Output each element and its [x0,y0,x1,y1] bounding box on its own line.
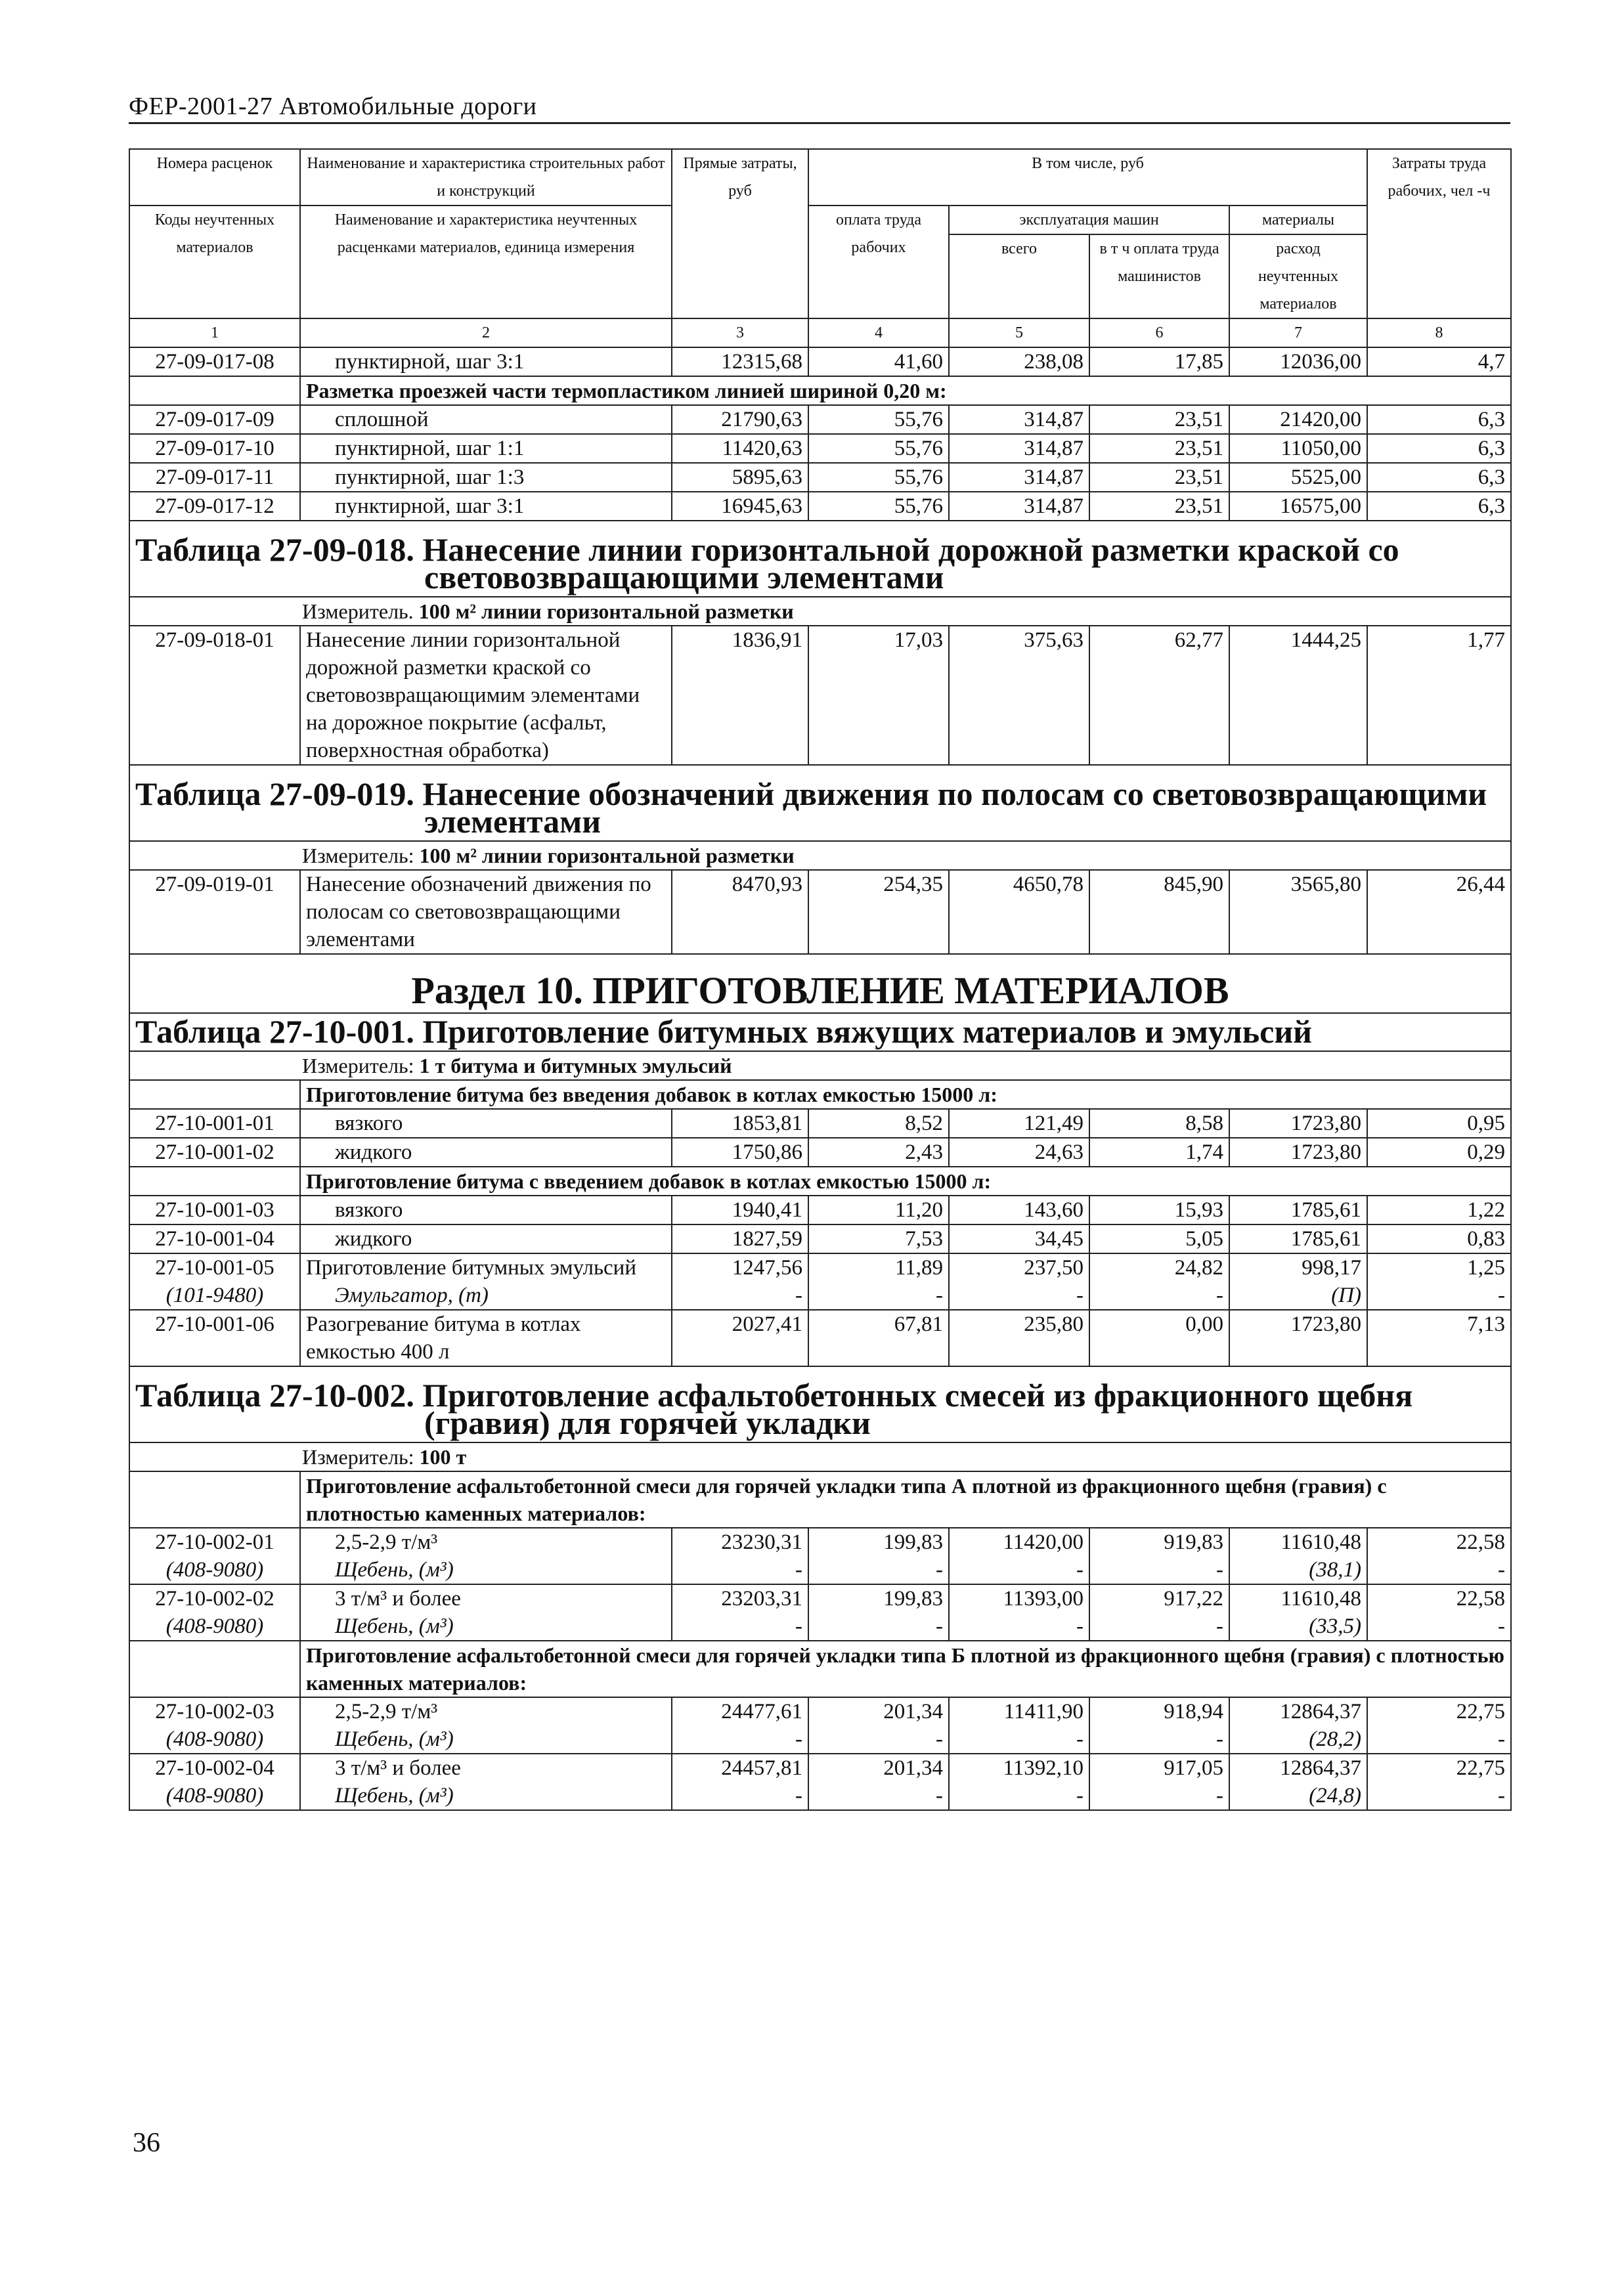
code-cell: 27-10-002-02 [129,1584,300,1613]
machinist-pay-cell: 24,82 [1089,1253,1229,1282]
materials-cell: 1723,80 [1229,1109,1367,1138]
column-number: 5 [949,318,1089,347]
workers-pay-cell: - [808,1613,949,1641]
table-row [129,463,1511,492]
name-cell: 2,5-2,9 т/м³ [300,1697,672,1725]
direct-cost-cell: - [672,1282,808,1310]
header-total: всего [949,234,1089,318]
subheading: Приготовление битума с введением добавок в котлах емкостью 15000 л: [300,1167,1511,1196]
materials-cell: 21420,00 [1229,405,1367,434]
labor-cell: 0,83 [1367,1224,1511,1253]
table-row [129,1310,1511,1366]
name-cell: 3 т/м³ и более [300,1584,672,1613]
materials-cell: 12036,00 [1229,347,1367,376]
machines-cell: 314,87 [949,492,1089,521]
labor-cell: 1,25 [1367,1253,1511,1282]
material-row [129,1613,1511,1641]
column-number: 2 [300,318,672,347]
code-cell: 27-10-001-04 [129,1224,300,1253]
workers-pay-cell: 2,43 [808,1138,949,1167]
code-cell: 27-10-001-01 [129,1109,300,1138]
measure-row [129,841,1511,870]
measure-row [129,1442,1511,1471]
header-direct-costs: Прямые затраты, руб [672,149,808,318]
name-cell: Щебень, (м³) [300,1782,672,1810]
table-row [129,1584,1511,1613]
materials-cell: 5525,00 [1229,463,1367,492]
direct-cost-cell: 21790,63 [672,405,808,434]
labor-cell: 22,75 [1367,1697,1511,1725]
machinist-pay-cell: 8,58 [1089,1109,1229,1138]
header-name-materials: Наименование и характеристика неучтенных расценками материалов, единица измерения [300,206,672,318]
workers-pay-cell: 7,53 [808,1224,949,1253]
labor-cell: 22,58 [1367,1584,1511,1613]
name-cell: Щебень, (м³) [300,1556,672,1584]
name-cell: Приготовление битумных эмульсий [300,1253,672,1282]
code-cell: 27-09-017-09 [129,405,300,434]
machines-cell: 11411,90 [949,1697,1089,1725]
table-row [129,1528,1511,1556]
code-cell: 27-10-001-02 [129,1138,300,1167]
machinist-pay-cell: 5,05 [1089,1224,1229,1253]
materials-cell: 1444,25 [1229,626,1367,765]
measure-label: Измеритель: [302,1054,414,1077]
subheading-row [129,1080,1511,1109]
workers-pay-cell: - [808,1556,949,1584]
code-cell: (408-9080) [129,1556,300,1584]
workers-pay-cell: 41,60 [808,347,949,376]
table-row [129,492,1511,521]
table-title-row [129,1013,1511,1051]
header-machines: эксплуатация машин [949,206,1229,234]
column-number: 1 [129,318,300,347]
labor-cell: 6,3 [1367,463,1511,492]
labor-cell: 6,3 [1367,434,1511,463]
workers-pay-cell: - [808,1282,949,1310]
workers-pay-cell: 55,76 [808,463,949,492]
direct-cost-cell: - [672,1782,808,1810]
code-cell: 27-09-017-11 [129,463,300,492]
materials-cell: (24,8) [1229,1782,1367,1810]
code-cell: 27-10-001-05 [129,1253,300,1282]
page-number: 36 [133,2128,160,2158]
name-cell: сплошной [300,405,672,434]
subheading-row [129,1167,1511,1196]
machines-cell: 314,87 [949,434,1089,463]
workers-pay-cell: 254,35 [808,870,949,954]
name-cell: Разогревание битума в котлах емкостью 400 л [300,1310,672,1366]
code-cell: (408-9080) [129,1725,300,1754]
name-cell: жидкого [300,1138,672,1167]
workers-pay-cell: 55,76 [808,434,949,463]
direct-cost-cell: 1836,91 [672,626,808,765]
name-cell: пунктирной, шаг 3:1 [300,347,672,376]
labor-cell: 4,7 [1367,347,1511,376]
workers-pay-cell: - [808,1725,949,1754]
labor-cell: - [1367,1282,1511,1310]
direct-cost-cell: 2027,41 [672,1310,808,1366]
subheading: Разметка проезжей части термопластиком линией шириной 0,20 м: [300,376,1511,405]
machinist-pay-cell: 23,51 [1089,463,1229,492]
name-cell: Нанесение линии горизонтальной дорожной разметки краской со световозвращающимим элементами на дорожное покрытие (асфальт, поверхностная обработка) [300,626,672,765]
table-row [129,1253,1511,1282]
workers-pay-cell: 55,76 [808,405,949,434]
materials-cell: (П) [1229,1282,1367,1310]
name-cell: 2,5-2,9 т/м³ [300,1528,672,1556]
name-cell: Нанесение обозначений движения по полосам со световозвращающими элементами [300,870,672,954]
header-rule [129,122,1510,124]
direct-cost-cell: - [672,1725,808,1754]
materials-cell: 1723,80 [1229,1310,1367,1366]
labor-cell: 0,29 [1367,1138,1511,1167]
table-header-row [129,149,1511,206]
labor-cell: - [1367,1556,1511,1584]
section-heading: Раздел 10. ПРИГОТОВЛЕНИЕ МАТЕРИАЛОВ [129,954,1511,1013]
measure-label: Измеритель: [302,844,414,867]
machinist-pay-cell: 918,94 [1089,1697,1229,1725]
table-header-row [129,206,1511,234]
code-cell: 27-10-001-06 [129,1310,300,1366]
machinist-pay-cell: - [1089,1613,1229,1641]
table-title-continued: элементами [424,803,602,840]
code-cell: (408-9080) [129,1782,300,1810]
machinist-pay-cell: - [1089,1282,1229,1310]
materials-cell: 11050,00 [1229,434,1367,463]
subheading: Приготовление асфальтобетонной смеси для горячей укладки типа А плотной из фракционного щебня (гравия) с плотностью каменных материалов: [300,1471,1511,1528]
measure-value: 1 т битума и битумных эмульсий [419,1054,732,1077]
direct-cost-cell: 1750,86 [672,1138,808,1167]
name-cell: 3 т/м³ и более [300,1754,672,1782]
machines-cell: - [949,1556,1089,1584]
column-number: 3 [672,318,808,347]
labor-cell: 7,13 [1367,1310,1511,1366]
machines-cell: 375,63 [949,626,1089,765]
materials-cell: (28,2) [1229,1725,1367,1754]
labor-cell: 0,95 [1367,1109,1511,1138]
material-row [129,1782,1511,1810]
machinist-pay-cell: 62,77 [1089,626,1229,765]
materials-cell: 1785,61 [1229,1196,1367,1224]
machines-cell: 143,60 [949,1196,1089,1224]
subheading: Приготовление битума без введения добавок в котлах емкостью 15000 л: [300,1080,1511,1109]
materials-cell: (38,1) [1229,1556,1367,1584]
code-cell: 27-10-002-03 [129,1697,300,1725]
machinist-pay-cell: 23,51 [1089,405,1229,434]
machines-cell: - [949,1725,1089,1754]
machinist-pay-cell: 17,85 [1089,347,1229,376]
machinist-pay-cell: 1,74 [1089,1138,1229,1167]
workers-pay-cell: 55,76 [808,492,949,521]
workers-pay-cell: 17,03 [808,626,949,765]
subheading-row [129,1641,1511,1697]
workers-pay-cell: 201,34 [808,1754,949,1782]
table-row [129,626,1511,765]
header-materials: материалы [1229,206,1367,234]
machines-cell: 11420,00 [949,1528,1089,1556]
workers-pay-cell: - [808,1782,949,1810]
code-cell: (101-9480) [129,1282,300,1310]
table-title-continued: (гравия) для горячей укладки [424,1404,871,1441]
machinist-pay-cell: 919,83 [1089,1528,1229,1556]
header-labor: Затраты труда рабочих, чел -ч [1367,149,1511,318]
direct-cost-cell: 1940,41 [672,1196,808,1224]
labor-cell: - [1367,1782,1511,1810]
table-title: Таблица 27-10-002. Приготовление асфальтобетонных смесей из фракционного щебня [135,1377,1413,1414]
header-name-works: Наименование и характеристика строительных работ и конструкций [300,149,672,206]
material-row [129,1282,1511,1310]
direct-cost-cell: - [672,1556,808,1584]
name-cell: пунктирной, шаг 1:1 [300,434,672,463]
direct-cost-cell: 23230,31 [672,1528,808,1556]
measure-value: 100 т [419,1445,467,1469]
subheading: Приготовление асфальтобетонной смеси для горячей укладки типа Б плотной из фракционного щебня (гравия) с плотностью каменных материалов: [300,1641,1511,1697]
direct-cost-cell: 24457,81 [672,1754,808,1782]
materials-cell: 11610,48 [1229,1584,1367,1613]
labor-cell: 6,3 [1367,492,1511,521]
machines-cell: 11393,00 [949,1584,1089,1613]
machines-cell: 235,80 [949,1310,1089,1366]
machinist-pay-cell: 845,90 [1089,870,1229,954]
direct-cost-cell: 1247,56 [672,1253,808,1282]
direct-cost-cell: 24477,61 [672,1697,808,1725]
name-cell: вязкого [300,1196,672,1224]
labor-cell: - [1367,1613,1511,1641]
header-workers-pay: оплата труда рабочих [808,206,949,318]
workers-pay-cell: 199,83 [808,1528,949,1556]
name-cell: Эмульгатор, (т) [300,1282,672,1310]
workers-pay-cell: 67,81 [808,1310,949,1366]
name-cell: пунктирной, шаг 1:3 [300,463,672,492]
header-material-use: расход неучтенных материалов [1229,234,1367,318]
subheading-row [129,376,1511,405]
machinist-pay-cell: 0,00 [1089,1310,1229,1366]
direct-cost-cell: 1827,59 [672,1224,808,1253]
machines-cell: 237,50 [949,1253,1089,1282]
table-title-row [129,765,1511,841]
name-cell: Щебень, (м³) [300,1613,672,1641]
column-number: 8 [1367,318,1511,347]
measure-value: 100 м² линии горизонтальной разметки [419,844,795,867]
code-cell: 27-09-018-01 [129,626,300,765]
table-row [129,1196,1511,1224]
direct-cost-cell: 23203,31 [672,1584,808,1613]
table-title: Таблица 27-10-001. Приготовление битумных вяжущих материалов и эмульсий [135,1013,1312,1050]
code-cell: 27-10-001-03 [129,1196,300,1224]
machinist-pay-cell: 917,05 [1089,1754,1229,1782]
running-header: ФЕР-2001-27 Автомобильные дороги [129,93,537,120]
table-title-continued: световозвращающими элементами [424,559,944,596]
header-including: В том числе, руб [808,149,1367,206]
table-title: Таблица 27-09-018. Нанесение линии горизонтальной дорожной разметки краской со [135,531,1399,568]
direct-cost-cell: 16945,63 [672,492,808,521]
machines-cell: 121,49 [949,1109,1089,1138]
table-row [129,1224,1511,1253]
direct-cost-cell: 1853,81 [672,1109,808,1138]
labor-cell: 22,75 [1367,1754,1511,1782]
table-title-row [129,521,1511,597]
name-cell: вязкого [300,1109,672,1138]
machines-cell: 4650,78 [949,870,1089,954]
measure-row [129,1051,1511,1080]
section-heading-row [129,954,1511,1013]
labor-cell: 1,77 [1367,626,1511,765]
machines-cell: - [949,1613,1089,1641]
materials-cell: 12864,37 [1229,1754,1367,1782]
table-row [129,1754,1511,1782]
header-numbers: Номера расценок [129,149,300,206]
column-number-row [129,318,1511,347]
code-cell: (408-9080) [129,1613,300,1641]
direct-cost-cell: - [672,1613,808,1641]
code-cell: 27-10-002-01 [129,1528,300,1556]
machines-cell: 314,87 [949,405,1089,434]
measure-value: 100 м² линии горизонтальной разметки [418,599,794,623]
labor-cell: 22,58 [1367,1528,1511,1556]
table-row [129,870,1511,954]
table-row [129,434,1511,463]
name-cell: пунктирной, шаг 3:1 [300,492,672,521]
material-row [129,1556,1511,1584]
machinist-pay-cell: - [1089,1782,1229,1810]
measure-row [129,597,1511,626]
name-cell: Щебень, (м³) [300,1725,672,1754]
code-cell: 27-09-017-08 [129,347,300,376]
column-number: 7 [1229,318,1367,347]
materials-cell: (33,5) [1229,1613,1367,1641]
direct-cost-cell: 8470,93 [672,870,808,954]
measure-label: Измеритель: [302,1445,414,1469]
labor-cell: 6,3 [1367,405,1511,434]
material-row [129,1725,1511,1754]
materials-cell: 1785,61 [1229,1224,1367,1253]
materials-cell: 11610,48 [1229,1528,1367,1556]
machines-cell: 238,08 [949,347,1089,376]
labor-cell: - [1367,1725,1511,1754]
table-title: Таблица 27-09-019. Нанесение обозначений движения по полосам со световозвращающими [135,775,1487,812]
price-table [129,148,1512,1811]
machinist-pay-cell: - [1089,1556,1229,1584]
measure-label: Измеритель. [302,599,414,623]
table-row [129,347,1511,376]
machinist-pay-cell: 15,93 [1089,1196,1229,1224]
machines-cell: - [949,1282,1089,1310]
machines-cell: 11392,10 [949,1754,1089,1782]
code-cell: 27-09-019-01 [129,870,300,954]
workers-pay-cell: 11,89 [808,1253,949,1282]
direct-cost-cell: 11420,63 [672,434,808,463]
subheading-row [129,1471,1511,1528]
materials-cell: 16575,00 [1229,492,1367,521]
machines-cell: - [949,1782,1089,1810]
workers-pay-cell: 11,20 [808,1196,949,1224]
direct-cost-cell: 5895,63 [672,463,808,492]
header-machinist-pay: в т ч оплата труда машинистов [1089,234,1229,318]
machines-cell: 314,87 [949,463,1089,492]
table-row [129,1697,1511,1725]
table-row [129,1109,1511,1138]
machinist-pay-cell: 917,22 [1089,1584,1229,1613]
table-title-row [129,1366,1511,1442]
machinist-pay-cell: 23,51 [1089,492,1229,521]
labor-cell: 1,22 [1367,1196,1511,1224]
workers-pay-cell: 199,83 [808,1584,949,1613]
machinist-pay-cell: 23,51 [1089,434,1229,463]
code-cell: 27-09-017-10 [129,434,300,463]
machinist-pay-cell: - [1089,1725,1229,1754]
workers-pay-cell: 201,34 [808,1697,949,1725]
code-cell: 27-09-017-12 [129,492,300,521]
column-number: 6 [1089,318,1229,347]
machines-cell: 24,63 [949,1138,1089,1167]
labor-cell: 26,44 [1367,870,1511,954]
machines-cell: 34,45 [949,1224,1089,1253]
workers-pay-cell: 8,52 [808,1109,949,1138]
code-cell: 27-10-002-04 [129,1754,300,1782]
table-row [129,1138,1511,1167]
table-row [129,405,1511,434]
materials-cell: 3565,80 [1229,870,1367,954]
name-cell: жидкого [300,1224,672,1253]
materials-cell: 12864,37 [1229,1697,1367,1725]
materials-cell: 1723,80 [1229,1138,1367,1167]
column-number: 4 [808,318,949,347]
header-codes: Коды неучтенных материалов [129,206,300,318]
direct-cost-cell: 12315,68 [672,347,808,376]
materials-cell: 998,17 [1229,1253,1367,1282]
